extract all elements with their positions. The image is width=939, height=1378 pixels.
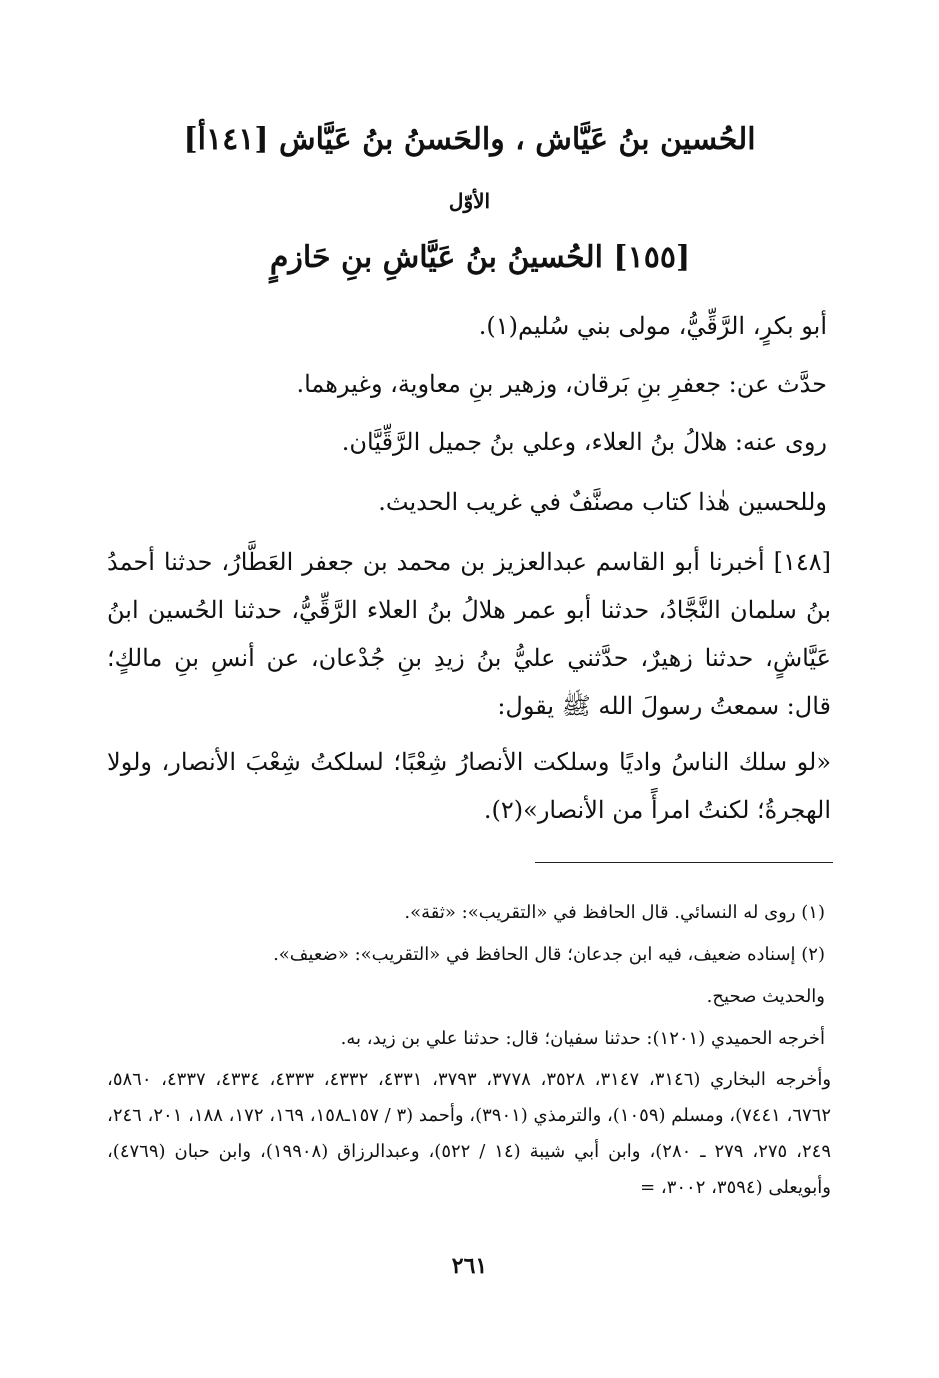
entry-title: [١٥٥] الحُسينُ بنُ عَيَّاشِ بنِ حَازمٍ bbox=[269, 240, 691, 275]
bio-students-line: روى عنه: هلالُ بنُ العلاء، وعلي بنُ جميل الرَّقِّيَّان. bbox=[341, 428, 827, 456]
footnote-separator bbox=[535, 862, 833, 863]
bio-teachers-line: حدَّث عن: جعفرِ بنِ بَرقان، وزهير بنِ معاوية، وغيرهما. bbox=[296, 370, 827, 398]
page-number: ٢٦١ bbox=[451, 1253, 488, 1279]
bio-book-line: وللحسين هٰذا كتاب مصنَّفٌ في غريب الحديث. bbox=[378, 488, 827, 516]
footnote-2-takhrij: وأخرجه البخاري (٣١٤٦، ٣١٤٧، ٣٥٢٨، ٣٧٧٨، ٣٧٩٣، ٤٣٣١، ٤٣٣٢، ٤٣٣٣، ٤٣٣٤، ٤٣٣٧، ٥٨٦٠، ٦٧٦٢، ٧٤٤١)، ومسلم (١٠٥٩)، والترمذي (٣٩٠١)، وأحمد (٣ / ١٥٧ـ١٥٨، ١٦٩، ١٧٢، ١٨٨، ٢٠١، ٢٤٦، ٢٤٩، ٢٧٥، ٢٧٩ ـ ٢٨٠)، وابن أبي شيبة (١٤ / ٥٢٢)، وعبدالرزاق (١٩٩٠٨)، وابن حبان (٤٧٦٩)، وأبويعلى (٣٥٩٤، ٣٠٠٢، = bbox=[107, 1069, 832, 1198]
section-subtitle: الأوّل bbox=[448, 189, 491, 213]
footnote-2-humaydi: أخرجه الحميدي (١٢٠١): حدثنا سفيان؛ قال: حدثنا علي بن زيد، به. bbox=[340, 1028, 825, 1049]
hadith-isnad: [١٤٨] أخبرنا أبو القاسم عبدالعزيز بن محمد بن جعفر العَطَّارُ، حدثنا أحمدُ بنُ سلمان النَّجَّادُ، حدثنا أبو عمر هلالُ بنُ العلاء الرَّقِّيُّ، حدثنا الحُسين ابنُ عَيَّاشٍ، حدثنا زهيرٌ، حدَّثني عليُّ بنُ زيدِ بنِ جُدْعان، عن أنسِ بنِ مالكٍ؛ قال: سمعتُ رسولَ الله ﷺ يقول: bbox=[107, 548, 831, 720]
chapter-title: الحُسين بنُ عَيَّاش ، والحَسنُ بنُ عَيَّاش [١٤١أ] bbox=[183, 122, 756, 157]
bio-kunya-line: أبو بكرٍ، الرَّقِّيُّ، مولى بني سُليم(١). bbox=[478, 312, 827, 340]
footnote-2-note: والحديث صحيح. bbox=[706, 986, 825, 1007]
hadith-matn: «لو سلك الناسُ واديًا وسلكت الأنصارُ شِعْبًا؛ لسلكتُ شِعْبَ الأنصار، ولولا الهجرةُ؛ لكنتُ امرأً من الأنصار»(٢). bbox=[107, 748, 832, 824]
footnote-1: (١) روى له النسائي. قال الحافظ في «التقريب»: «ثقة». bbox=[404, 902, 825, 923]
footnote-2: (٢) إسناده ضعيف، فيه ابن جدعان؛ قال الحافظ في «التقريب»: «ضعيف». bbox=[273, 944, 825, 965]
